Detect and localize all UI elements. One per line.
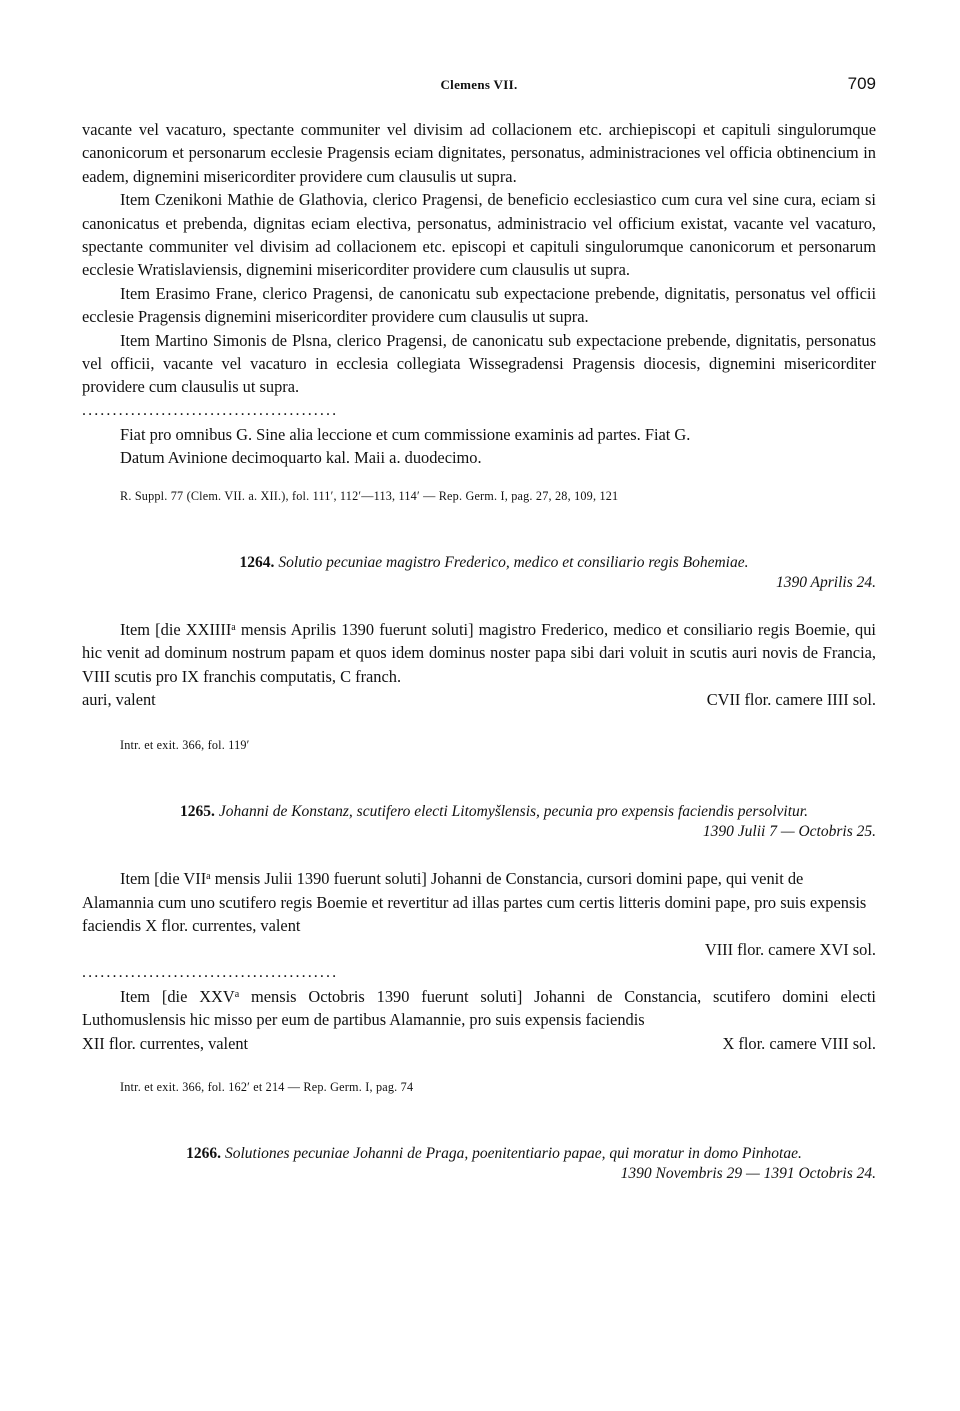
value-amount: VIII flor. camere XVI sol. — [704, 939, 876, 959]
entry-title: Johanni de Konstanz, scutifero electi Litomyšlensis, pecunia pro expensis faciendis persolvitur. — [218, 803, 808, 821]
entry-number: 1266. — [186, 1145, 221, 1163]
superscript: a — [231, 621, 236, 633]
paragraph: Item Martino Simonis de Plsna, clerico Pragensi, de canonicatu sub expectacione prebende, dignitatis, personatus vel officii, vacante vel vacaturo in ecclesia collegiata Wissegradensi Pragensis diocesis, dignemini misericorditer providere cum clausulis ut supra. — [82, 330, 876, 397]
entry-date: 1390 Aprilis 24. — [775, 573, 876, 591]
entry-heading — [82, 1145, 876, 1163]
omission-dots: .......................................... — [82, 401, 339, 419]
source-citation: Intr. et exit. 366, fol. 119′ — [120, 738, 250, 753]
entry-title: Solutiones pecuniae Johanni de Praga, poenitentiario papae, qui moratur in domo Pinhotae. — [224, 1145, 802, 1163]
entry-number: 1265. — [180, 803, 215, 821]
value-line — [82, 688, 876, 711]
paragraph: Item [die VII$^a$ mensis Julii 1390 fuerunt soluti] Johanni de Constancia, cursori domini pape, qui venit de Alamannia cum uno scutifero regis Boemie et revertitur ad illas partes cum certis litteris domini pape, pro suis expensis faciendis X flor. currentes, valent — [82, 869, 867, 936]
paragraph: Item Czenikoni Mathie de Glathovia, clerico Pragensi, de beneficio ecclesiastico cum cura vel sine cura, eciam si canonicatus et prebenda, dignitas eciam electiva, personatus, administracio vel officium existat, vacante vel vacaturo, spectante communiter vel divisim ad collacionem etc. episcopi et capituli singulorumque canonicorum et personarum ecclesie Wratislaviensis, dignemini misericorditer providere cum clausulis ut supra. — [82, 190, 876, 280]
entry-title: Solutio pecuniae magistro Frederico, medico et consiliario regis Bohemiae. — [278, 553, 749, 571]
source-citation: R. Suppl. 77 (Clem. VII. a. XII.), fol. 111′, 112′—113, 114′ — Rep. Germ. I, pag. 27, 28, 109, 121 — [120, 488, 619, 503]
fiat-line: Fiat pro omnibus G. Sine alia leccione et cum commissione examinis ad partes. Fiat G. — [120, 424, 691, 444]
page-body — [82, 118, 876, 1185]
entry-1265 — [82, 803, 876, 1095]
entry-number: 1264. — [239, 553, 275, 571]
paragraph: Item [die XXV$^a$ mensis Octobris 1390 fuerunt soluti] Johanni de Constancia, scutifero domini electi Luthomuslensis hic misso per eum de partibus Alamannie, pro suis expensis faciendis — [82, 986, 876, 1030]
source-citation: Intr. et exit. 366, fol. 162′ et 214 — Rep. Germ. I, pag. 74 — [120, 1080, 414, 1095]
entry-heading — [82, 554, 876, 572]
value-line — [82, 1032, 876, 1055]
page-number: 709 — [847, 74, 876, 93]
running-title: Clemens VII. — [440, 77, 518, 92]
superscript: a — [234, 988, 240, 1000]
conclusion-block — [82, 423, 876, 470]
datum-line: Datum Avinione decimoquarto kal. Maii a. duodecimo. — [120, 448, 482, 468]
entry-date: 1390 Julii 7 — Octobris 25. — [702, 823, 876, 841]
paragraph: vacante vel vacaturo, spectante communiter vel divisim ad collacionem etc. archiepiscopi et capituli singulorumque canonicorum et personarum ecclesie Pragensis eciam dignitates, personatus, administraciones vel officia obtinencium in eadem, dignemini misericorditer providere cum clausulis ut supra. — [82, 120, 876, 186]
entry-date: 1390 Novembris 29 — 1391 Octobris 24. — [620, 1165, 876, 1183]
value-label: XII flor. currentes, valent — [82, 1033, 249, 1053]
value-amount: CVII flor. camere IIII sol. — [706, 689, 876, 709]
omission-dots: .......................................... — [82, 963, 339, 981]
entry-heading — [82, 803, 876, 821]
paragraph: Item [die XXIIII$^a$ mensis Aprilis 1390 fuerunt soluti] magistro Frederico, medico et consiliario regis Boemie, qui hic venit ad dominum nostrum papam et quos idem dominus noster papa sibi dari voluit in scutis auri novis de Francia, VIII scutis pro IX franchis computatis, C franch. — [82, 619, 876, 686]
superscript: a — [206, 871, 211, 883]
page-header — [82, 74, 876, 98]
value-amount: X flor. camere VIII sol. — [722, 1033, 876, 1053]
entry-1264 — [82, 554, 876, 754]
entry-1266 — [82, 1145, 876, 1185]
paragraph: Item Erasimo Frane, clerico Pragensi, de canonicatu sub expectacione prebende, dignitatis, personatus vel officii ecclesie Pragensis dignemini misericorditer providere cum clausulis ut supra. — [82, 283, 876, 327]
continuation-section — [82, 118, 876, 504]
value-label: auri, valent — [82, 689, 156, 709]
